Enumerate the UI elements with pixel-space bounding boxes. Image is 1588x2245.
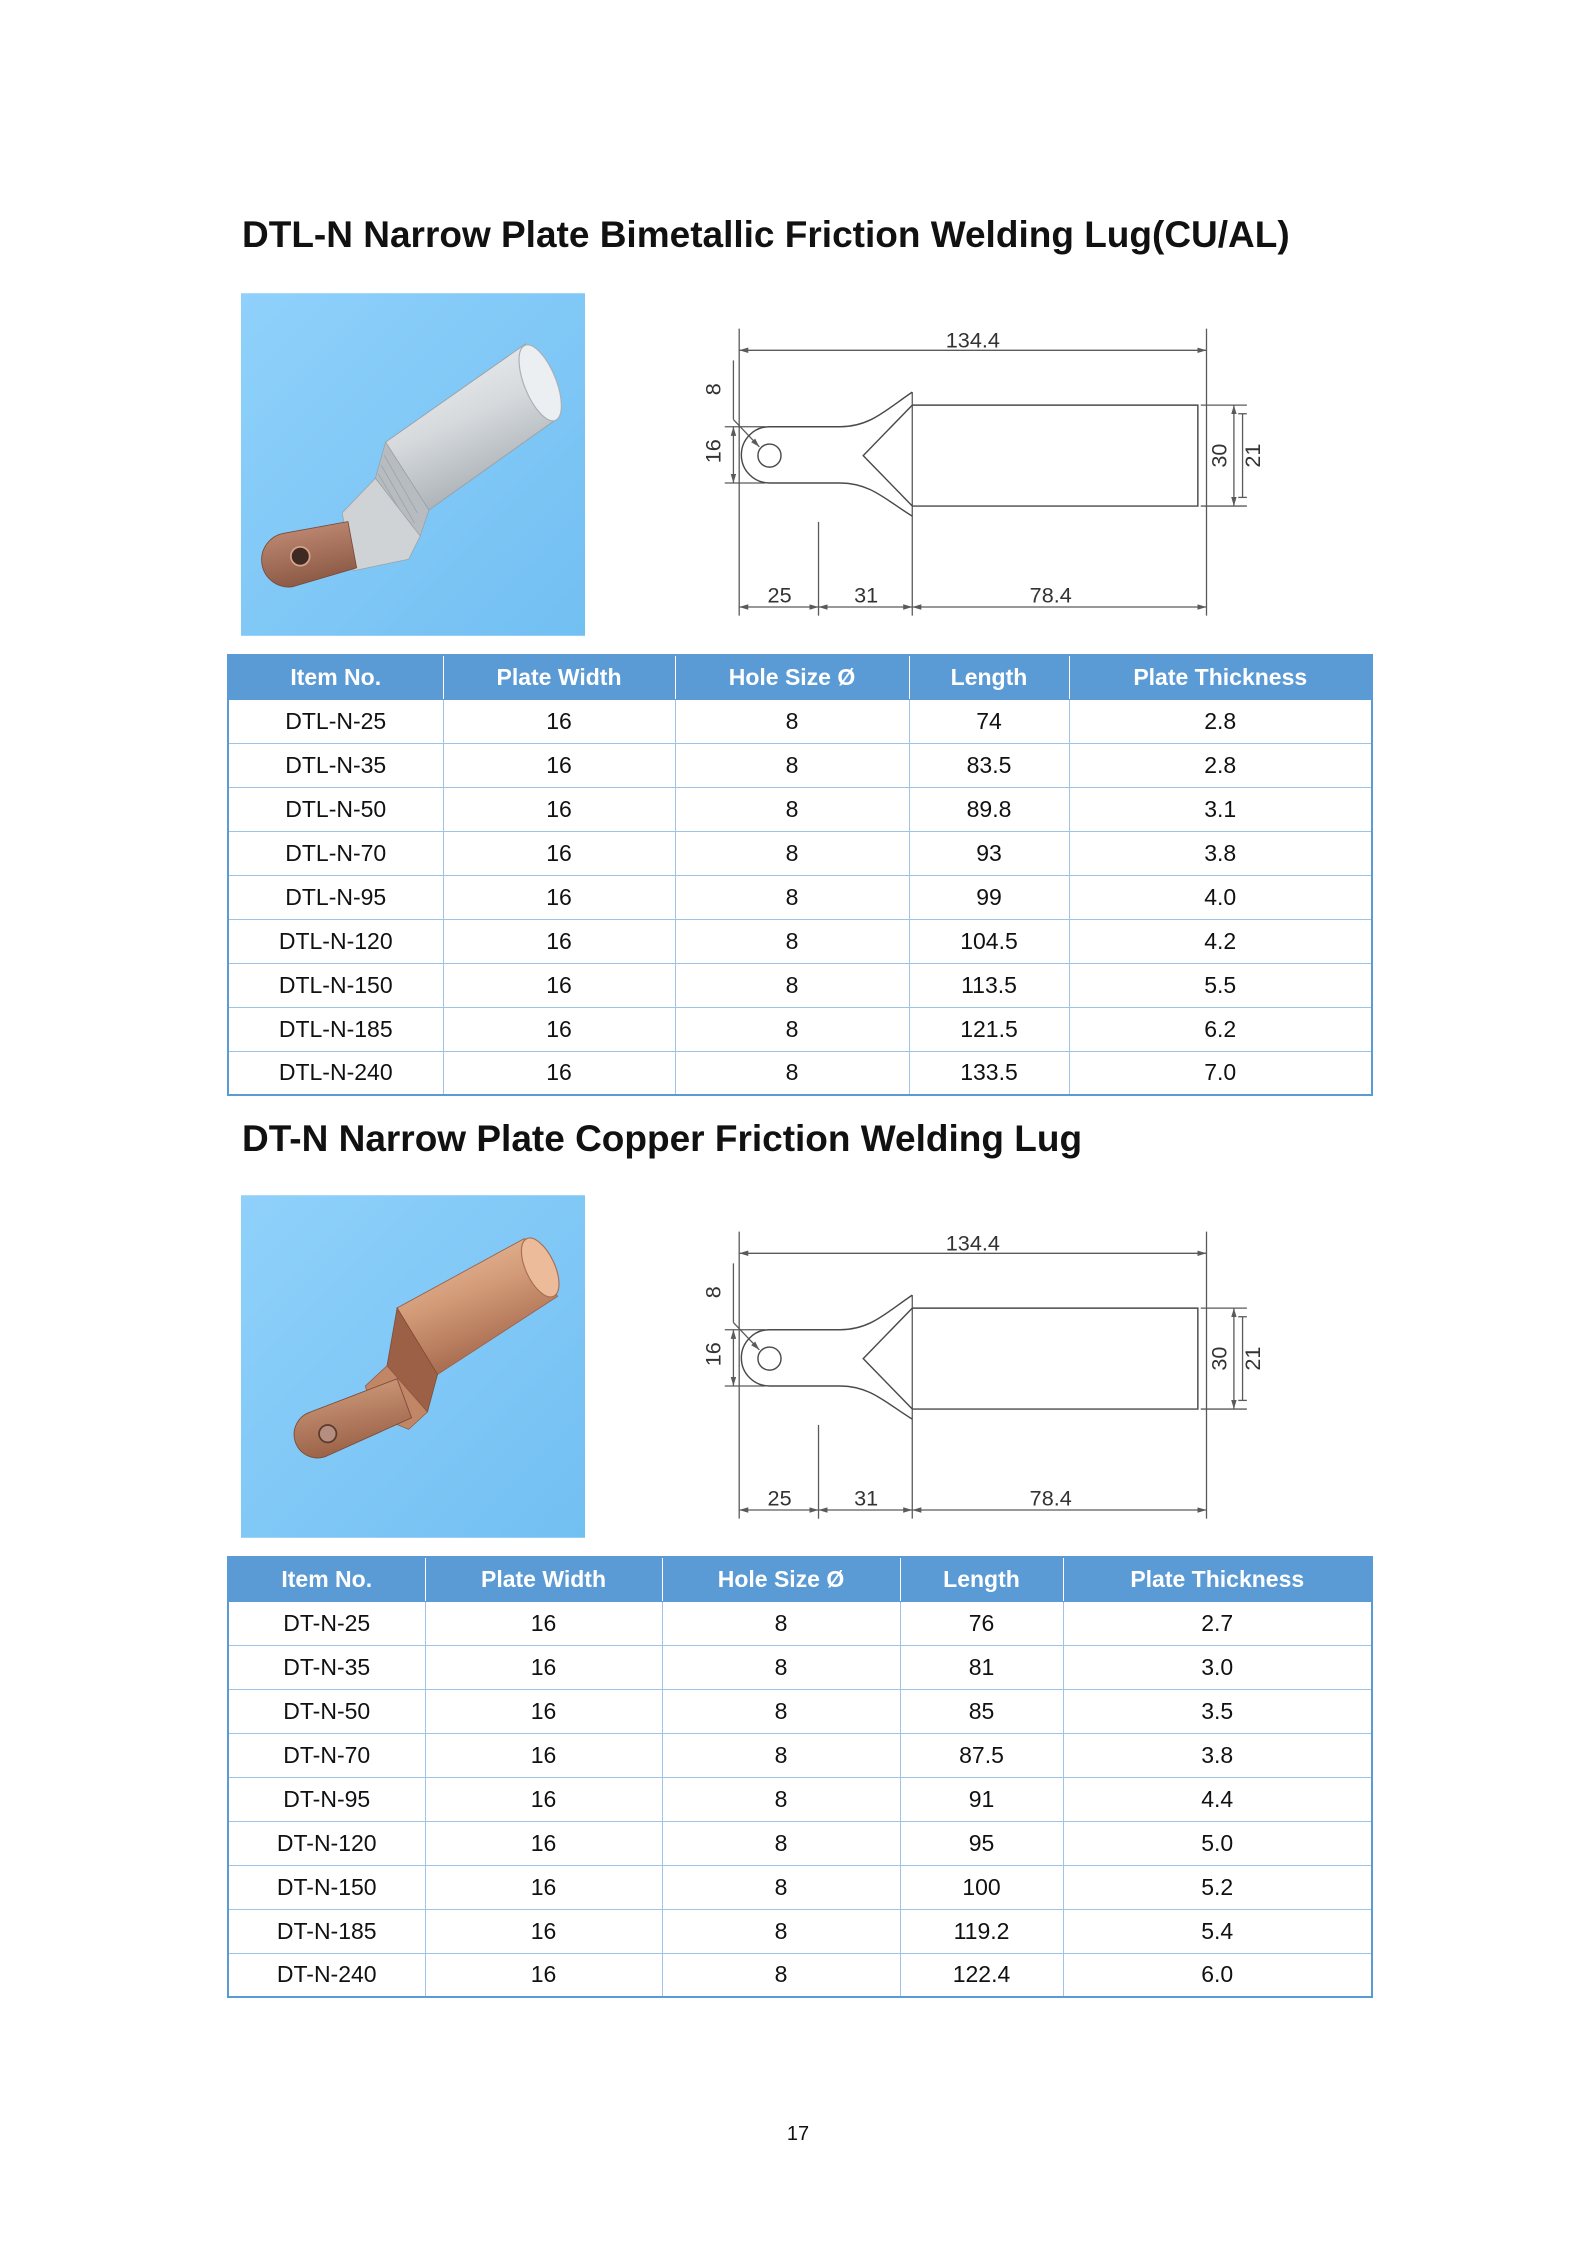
cell-plate-width: 16 xyxy=(443,831,675,875)
dimension-drawing-dtl-n xyxy=(693,320,1270,620)
lug-tongue-outline xyxy=(741,392,912,516)
cell-plate-thickness: 5.2 xyxy=(1063,1865,1372,1909)
lug-hole-outline xyxy=(758,444,781,467)
lug-barrel-outline xyxy=(912,1308,1198,1409)
cell-plate-width: 16 xyxy=(425,1821,662,1865)
lug-tongue-outline xyxy=(741,1295,912,1419)
cell-plate-width: 16 xyxy=(443,787,675,831)
cell-plate-thickness: 3.8 xyxy=(1063,1733,1372,1777)
cell-length: 81 xyxy=(900,1645,1063,1689)
leader-line xyxy=(733,1323,759,1350)
leader-line xyxy=(733,420,759,447)
cell-plate-width: 16 xyxy=(425,1909,662,1953)
cell-plate-thickness: 2.8 xyxy=(1069,699,1372,743)
cell-hole-size: 8 xyxy=(675,919,909,963)
cell-plate-width: 16 xyxy=(425,1645,662,1689)
product-photo-bimetallic-lug xyxy=(241,293,585,636)
cell-length: 91 xyxy=(900,1777,1063,1821)
cell-length: 89.8 xyxy=(909,787,1069,831)
cell-hole-size: 8 xyxy=(675,963,909,1007)
table-row xyxy=(228,1733,1372,1777)
lug-hole xyxy=(319,1425,336,1442)
header-item-no: Item No. xyxy=(228,1557,425,1601)
cell-plate-thickness: 3.1 xyxy=(1069,787,1372,831)
cell-plate-width: 16 xyxy=(443,743,675,787)
header-plate-width: Plate Width xyxy=(443,655,675,699)
header-plate-thickness: Plate Thickness xyxy=(1069,655,1372,699)
cell-plate-thickness: 3.8 xyxy=(1069,831,1372,875)
cell-plate-width: 16 xyxy=(443,1051,675,1095)
cell-item-no: DT-N-50 xyxy=(228,1689,425,1733)
table-row xyxy=(228,1865,1372,1909)
table-row xyxy=(228,1051,1372,1095)
dim-label-top: 134.4 xyxy=(945,327,1000,353)
dim-label-right-inner: 21 xyxy=(1239,443,1265,468)
cell-hole-size: 8 xyxy=(662,1733,900,1777)
cell-plate-thickness: 7.0 xyxy=(1069,1051,1372,1095)
dim-label-bottom-3: 78.4 xyxy=(1029,1485,1072,1511)
cell-hole-size: 8 xyxy=(662,1909,900,1953)
cell-hole-size: 8 xyxy=(675,831,909,875)
cell-hole-size: 8 xyxy=(675,743,909,787)
cell-plate-width: 16 xyxy=(425,1865,662,1909)
dim-label-bottom-2: 31 xyxy=(854,1485,879,1511)
section-title-dt-n: DT-N Narrow Plate Copper Friction Welding Lug xyxy=(242,1118,1083,1159)
cell-length: 100 xyxy=(900,1865,1063,1909)
cell-hole-size: 8 xyxy=(662,1645,900,1689)
cell-hole-size: 8 xyxy=(675,699,909,743)
product-photo-copper-lug xyxy=(241,1195,585,1538)
cell-plate-width: 16 xyxy=(425,1601,662,1645)
cell-plate-thickness: 4.0 xyxy=(1069,875,1372,919)
cell-length: 87.5 xyxy=(900,1733,1063,1777)
table-row xyxy=(228,743,1372,787)
cell-length: 99 xyxy=(909,875,1069,919)
table-row xyxy=(228,1689,1372,1733)
table-row xyxy=(228,831,1372,875)
page-number: 17 xyxy=(786,2123,810,2145)
cell-item-no: DT-N-70 xyxy=(228,1733,425,1777)
cell-hole-size: 8 xyxy=(662,1865,900,1909)
dim-label-top: 134.4 xyxy=(945,1230,1000,1256)
section-title-dtl-n: DTL-N Narrow Plate Bimetallic Friction Welding Lug(CU/AL) xyxy=(242,214,1290,255)
cell-plate-thickness: 2.7 xyxy=(1063,1601,1372,1645)
dim-label-right-outer: 30 xyxy=(1206,443,1232,468)
cell-length: 74 xyxy=(909,699,1069,743)
cell-item-no: DTL-N-35 xyxy=(228,743,443,787)
cell-item-no: DTL-N-185 xyxy=(228,1007,443,1051)
cell-plate-thickness: 5.4 xyxy=(1063,1909,1372,1953)
cell-length: 119.2 xyxy=(900,1909,1063,1953)
drawing-lines xyxy=(725,1232,1247,1519)
cell-plate-width: 16 xyxy=(443,919,675,963)
cell-length: 133.5 xyxy=(909,1051,1069,1095)
cell-plate-thickness: 6.0 xyxy=(1063,1953,1372,1997)
cell-plate-thickness: 5.5 xyxy=(1069,963,1372,1007)
cell-plate-width: 16 xyxy=(443,1007,675,1051)
cell-length: 95 xyxy=(900,1821,1063,1865)
cell-length: 76 xyxy=(900,1601,1063,1645)
cell-item-no: DT-N-95 xyxy=(228,1777,425,1821)
table-row xyxy=(228,787,1372,831)
cell-hole-size: 8 xyxy=(662,1689,900,1733)
table-row xyxy=(228,1007,1372,1051)
table-row xyxy=(228,1777,1372,1821)
lug-hole-outline xyxy=(758,1347,781,1370)
cell-item-no: DT-N-240 xyxy=(228,1953,425,1997)
header-length: Length xyxy=(909,655,1069,699)
cell-plate-thickness: 3.5 xyxy=(1063,1689,1372,1733)
cell-plate-width: 16 xyxy=(425,1777,662,1821)
cell-item-no: DT-N-150 xyxy=(228,1865,425,1909)
dim-label-left-upper: 8 xyxy=(700,383,726,396)
lug-hole xyxy=(291,547,310,566)
drawing-lines xyxy=(725,329,1247,616)
table-row xyxy=(228,1953,1372,1997)
dim-label-bottom-1: 25 xyxy=(767,582,792,608)
table-row xyxy=(228,963,1372,1007)
cell-length: 121.5 xyxy=(909,1007,1069,1051)
cell-item-no: DTL-N-25 xyxy=(228,699,443,743)
table-row xyxy=(228,919,1372,963)
table-row xyxy=(228,1645,1372,1689)
cell-plate-width: 16 xyxy=(443,875,675,919)
cell-length: 113.5 xyxy=(909,963,1069,1007)
cell-length: 93 xyxy=(909,831,1069,875)
cell-item-no: DT-N-35 xyxy=(228,1645,425,1689)
dim-label-left-lower: 16 xyxy=(700,1342,726,1367)
cell-hole-size: 8 xyxy=(675,875,909,919)
table-row xyxy=(228,1909,1372,1953)
cell-item-no: DT-N-185 xyxy=(228,1909,425,1953)
cell-item-no: DTL-N-50 xyxy=(228,787,443,831)
cell-plate-thickness: 3.0 xyxy=(1063,1645,1372,1689)
cell-hole-size: 8 xyxy=(662,1821,900,1865)
cell-item-no: DTL-N-150 xyxy=(228,963,443,1007)
cell-plate-thickness: 4.4 xyxy=(1063,1777,1372,1821)
table-row xyxy=(228,1821,1372,1865)
dim-label-bottom-3: 78.4 xyxy=(1029,582,1072,608)
cell-plate-width: 16 xyxy=(425,1953,662,1997)
cell-plate-width: 16 xyxy=(425,1689,662,1733)
header-item-no: Item No. xyxy=(228,655,443,699)
lug-outline xyxy=(741,392,1197,516)
cell-hole-size: 8 xyxy=(662,1601,900,1645)
cell-hole-size: 8 xyxy=(675,787,909,831)
cell-plate-thickness: 4.2 xyxy=(1069,919,1372,963)
dimension-drawing-dt-n xyxy=(693,1223,1270,1523)
table-row xyxy=(228,1601,1372,1645)
cell-length: 122.4 xyxy=(900,1953,1063,1997)
table-row xyxy=(228,875,1372,919)
header-hole-size: Hole Size Ø xyxy=(662,1557,900,1601)
lug-outline xyxy=(741,1295,1197,1419)
table-header-row xyxy=(228,1557,1372,1601)
cell-length: 85 xyxy=(900,1689,1063,1733)
dim-label-right-inner: 21 xyxy=(1239,1346,1265,1371)
cell-plate-thickness: 2.8 xyxy=(1069,743,1372,787)
cell-item-no: DTL-N-70 xyxy=(228,831,443,875)
cell-length: 104.5 xyxy=(909,919,1069,963)
cell-plate-width: 16 xyxy=(425,1733,662,1777)
header-plate-thickness: Plate Thickness xyxy=(1063,1557,1372,1601)
cell-item-no: DTL-N-240 xyxy=(228,1051,443,1095)
dim-label-left-lower: 16 xyxy=(700,439,726,464)
spec-table-dtl-n xyxy=(227,654,1373,1096)
table-header-row xyxy=(228,655,1372,699)
header-plate-width: Plate Width xyxy=(425,1557,662,1601)
cell-plate-width: 16 xyxy=(443,963,675,1007)
cell-plate-width: 16 xyxy=(443,699,675,743)
dim-label-right-outer: 30 xyxy=(1206,1346,1232,1371)
cell-item-no: DT-N-25 xyxy=(228,1601,425,1645)
cell-plate-thickness: 5.0 xyxy=(1063,1821,1372,1865)
cell-length: 83.5 xyxy=(909,743,1069,787)
cell-hole-size: 8 xyxy=(675,1007,909,1051)
cell-item-no: DT-N-120 xyxy=(228,1821,425,1865)
dim-label-left-upper: 8 xyxy=(700,1286,726,1299)
cell-item-no: DTL-N-120 xyxy=(228,919,443,963)
header-length: Length xyxy=(900,1557,1063,1601)
cell-hole-size: 8 xyxy=(662,1777,900,1821)
dim-label-bottom-1: 25 xyxy=(767,1485,792,1511)
lug-barrel-outline xyxy=(912,405,1198,506)
cell-hole-size: 8 xyxy=(675,1051,909,1095)
header-hole-size: Hole Size Ø xyxy=(675,655,909,699)
cell-item-no: DTL-N-95 xyxy=(228,875,443,919)
cell-hole-size: 8 xyxy=(662,1953,900,1997)
dim-label-bottom-2: 31 xyxy=(854,582,879,608)
table-row xyxy=(228,699,1372,743)
spec-table-dt-n xyxy=(227,1556,1373,1998)
cell-plate-thickness: 6.2 xyxy=(1069,1007,1372,1051)
